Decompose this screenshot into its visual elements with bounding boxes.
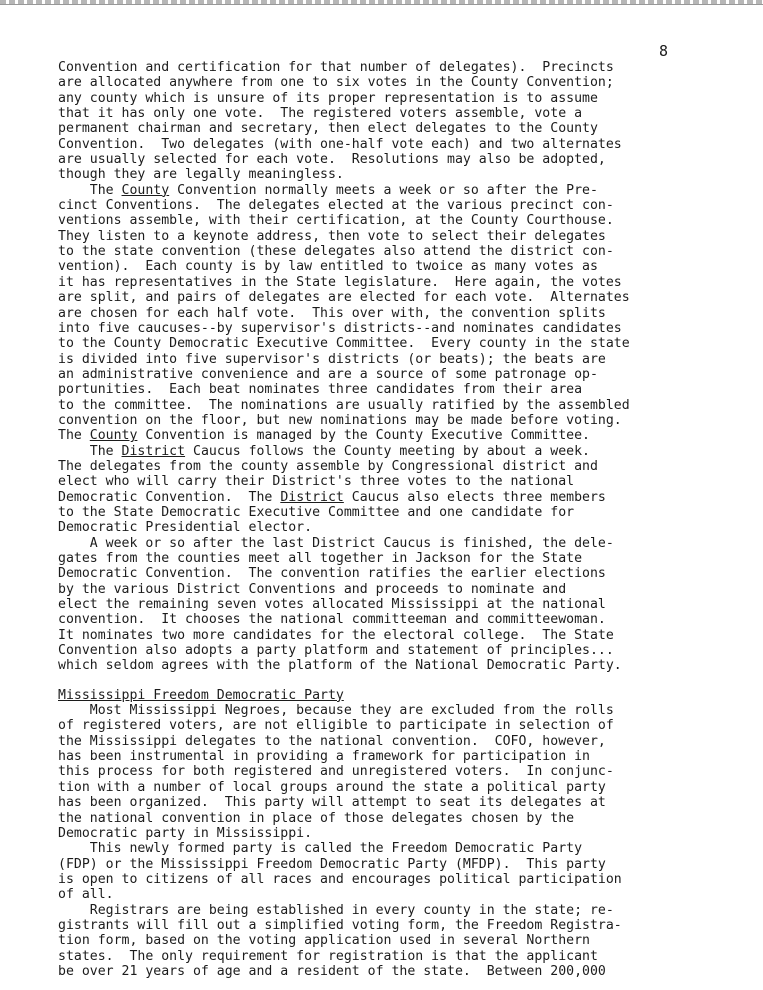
text-line: portunities. Each beat nominates three candidates from their area bbox=[58, 382, 583, 398]
underlined-term: District bbox=[121, 443, 186, 459]
text-line: any county which is unsure of its proper representation is to assume bbox=[58, 90, 598, 106]
text-line: ventions assemble, with their certification, at the County Courthouse. bbox=[58, 213, 614, 229]
text-line: to the State Democratic Executive Committee and one candidate for bbox=[58, 504, 575, 520]
text-line: of registered voters, are not elligible to participate in selection of bbox=[58, 718, 614, 734]
text-line: (FDP) or the Mississippi Freedom Democratic Party (MFDP). This party bbox=[58, 856, 606, 872]
text-line: A week or so after the last District Caucus is finished, the dele- bbox=[58, 535, 614, 551]
paragraph bbox=[58, 183, 708, 444]
text-line: Democratic party in Mississippi. bbox=[58, 825, 313, 841]
text-line: The delegates from the county assemble by Congressional district and bbox=[58, 458, 598, 474]
text-line: Democratic Convention. The convention ratifies the earlier elections bbox=[58, 566, 606, 582]
text-line: are split, and pairs of delegates are elected for each vote. Alternates bbox=[58, 290, 630, 306]
underlined-term: County bbox=[89, 428, 138, 444]
text-line: has been instrumental in providing a framework for participation in bbox=[58, 749, 590, 765]
text-line: states. The only requirement for registration is that the applicant bbox=[58, 948, 598, 964]
text-line: are allocated anywhere from one to six votes in the County Convention; bbox=[58, 75, 614, 91]
text-line: The District Caucus follows the County meeting by about a week. bbox=[58, 443, 590, 459]
document-body bbox=[58, 60, 708, 979]
text-line: to the County Democratic Executive Committee. Every county in the state bbox=[58, 336, 630, 352]
text-line: is open to citizens of all races and encourages political participation bbox=[58, 871, 622, 887]
section-heading: Mississippi Freedom Democratic Party bbox=[58, 687, 344, 703]
text-line: Most Mississippi Negroes, because they are excluded from the rolls bbox=[58, 703, 614, 719]
underlined-term: District bbox=[280, 489, 344, 505]
text-line: an administrative convenience and are a source of some patronage op- bbox=[58, 366, 598, 382]
text-line: the Mississippi delegates to the national convention. COFO, however, bbox=[58, 733, 606, 749]
text-line: though they are legally meaningless. bbox=[58, 167, 344, 183]
text-line: permanent chairman and secretary, then elect delegates to the County bbox=[58, 121, 598, 137]
text-line: to the state convention (these delegates also attend the district con- bbox=[58, 244, 614, 260]
paragraph bbox=[58, 60, 708, 183]
text-line: of all. bbox=[58, 887, 114, 903]
text-line: Registrars are being established in every county in the state; re- bbox=[58, 902, 614, 918]
text-line: is divided into five supervisor's districts (or beats); the beats are bbox=[58, 351, 606, 367]
text-line: that it has only one vote. The registered voters assemble, vote a bbox=[58, 106, 583, 122]
section-spacer bbox=[58, 674, 708, 688]
text-line: The County Convention is managed by the County Executive Committee. bbox=[58, 428, 590, 444]
text-line: this process for both registered and unregistered voters. In conjunc- bbox=[58, 764, 614, 780]
text-line: Convention also adopts a party platform and statement of principles... bbox=[58, 643, 614, 659]
text-line: are usually selected for each vote. Resolutions may also be adopted, bbox=[58, 152, 606, 168]
text-line: Democratic Presidential elector. bbox=[58, 520, 313, 536]
paragraph bbox=[58, 536, 708, 674]
text-line: They listen to a keynote address, then vote to select their delegates bbox=[58, 228, 606, 244]
text-line: Democratic Convention. The District Caucus also elects three members bbox=[58, 489, 606, 505]
text-line: tion form, based on the voting application used in several Northern bbox=[58, 933, 590, 949]
text-line: into five caucuses--by supervisor's districts--and nominates candidates bbox=[58, 320, 622, 336]
text-line: are chosen for each half vote. This over with, the convention splits bbox=[58, 305, 606, 321]
page-top-edge bbox=[0, 0, 763, 5]
text-line: it has representatives in the State legislature. Here again, the votes bbox=[58, 274, 622, 290]
paragraph bbox=[58, 903, 708, 980]
text-line: Convention and certification for that number of delegates). Precincts bbox=[58, 60, 614, 75]
text-line: convention. It chooses the national committeeman and committeewoman. bbox=[58, 612, 606, 628]
text-line: to the committee. The nominations are usually ratified by the assembled bbox=[58, 397, 630, 413]
text-line: convention on the floor, but new nominations may be made before voting. bbox=[58, 412, 622, 428]
text-line: The County Convention normally meets a week or so after the Pre- bbox=[58, 182, 598, 198]
text-line: It nominates two more candidates for the electoral college. The State bbox=[58, 627, 614, 643]
text-line: vention). Each county is by law entitled to twoice as many votes as bbox=[58, 259, 598, 275]
paragraph bbox=[58, 444, 708, 536]
paragraph bbox=[58, 841, 708, 902]
text-line: by the various District Conventions and proceeds to nominate and bbox=[58, 581, 567, 597]
text-line: which seldom agrees with the platform of the National Democratic Party. bbox=[58, 658, 622, 674]
paragraph bbox=[58, 688, 708, 841]
text-line: tion with a number of local groups around the state a political party bbox=[58, 779, 606, 795]
text-line: gates from the counties meet all together in Jackson for the State bbox=[58, 551, 583, 566]
text-line: elect who will carry their District's three votes to the national bbox=[58, 474, 575, 490]
text-line: be over 21 years of age and a resident of the state. Between 200,000 bbox=[58, 963, 606, 979]
text-line: cinct Conventions. The delegates elected at the various precinct con- bbox=[58, 198, 614, 214]
text-line: has been organized. This party will attempt to seat its delegates at bbox=[58, 795, 606, 811]
text-line: the national convention in place of those delegates chosen by the bbox=[58, 810, 575, 826]
underlined-term: County bbox=[121, 182, 170, 198]
text-line: Convention. Two delegates (with one-half vote each) and two alternates bbox=[58, 136, 622, 152]
text-line: This newly formed party is called the Freedom Democratic Party bbox=[58, 841, 583, 857]
page-number: 8 bbox=[659, 42, 669, 60]
text-line: gistrants will fill out a simplified voting form, the Freedom Registra- bbox=[58, 917, 622, 933]
text-line: elect the remaining seven votes allocated Mississippi at the national bbox=[58, 597, 606, 613]
